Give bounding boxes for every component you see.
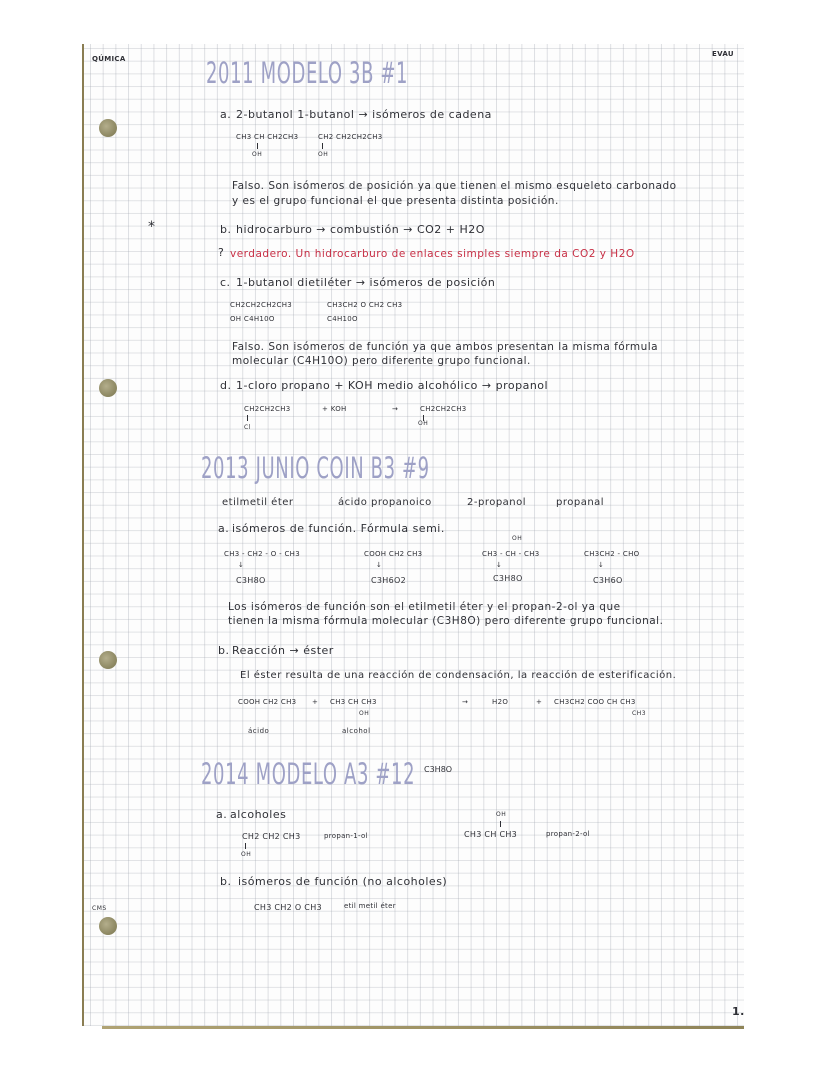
exam-label: EVAU	[712, 50, 734, 58]
arrow: ↓	[238, 561, 245, 569]
formula-substituent: OH C4H10O	[230, 315, 275, 323]
formula-substituent: OH	[512, 535, 523, 542]
answer-text: tienen la misma fórmula molecular (C3H8O) pero diferente grupo funcional.	[228, 615, 664, 627]
section-heading: 2011 MODELO 3B #1	[206, 56, 409, 90]
answer-text: Falso. Son isómeros de función ya que ambos presentan la misma fórmula	[232, 341, 659, 353]
bond-line	[257, 143, 258, 149]
item-label: b.	[220, 875, 232, 888]
formula: + KOH	[322, 405, 347, 413]
explanation-text: El éster resulta de una reacción de condensación, la reacción de esterificación.	[240, 670, 677, 681]
page-number: 1.	[732, 1005, 745, 1018]
formula: CH3 - CH - CH3	[482, 550, 540, 558]
formula: CH3 CH CH3	[464, 830, 518, 839]
formula-substituent: Cl	[244, 424, 251, 431]
compound-name: propanal	[556, 497, 605, 508]
item-statement: hidrocarburo → combustión → CO2 + H2O	[236, 223, 485, 236]
compound-name: etilmetil éter	[222, 497, 294, 508]
question-mark: ?	[218, 246, 225, 259]
formula-substituent: OH	[241, 851, 252, 858]
item-label: a.	[218, 522, 230, 535]
formula: COOH CH2 CH3	[364, 550, 423, 558]
plus-sign: +	[536, 698, 543, 706]
molecular-formula: C3H8O	[493, 574, 523, 583]
item-statement: 1-cloro propano + KOH medio alcohólico → propanol	[236, 379, 549, 392]
binder-hole	[99, 379, 117, 397]
section-heading: 2013 JUNIO COIN B3 #9	[201, 451, 430, 485]
formula: CH2CH2CH2CH3	[230, 301, 293, 309]
item-label: c.	[220, 276, 231, 289]
formula: CH2CH2CH3	[420, 405, 467, 413]
formula: CH3 CH2 O CH3	[254, 903, 322, 912]
binder-hole	[99, 651, 117, 669]
formula: COOH CH2 CH3	[238, 698, 297, 706]
answer-text: Falso. Son isómeros de posición ya que tienen el mismo esqueleto carbonado	[232, 180, 677, 192]
item-statement: alcoholes	[230, 808, 287, 821]
plus-sign: +	[312, 698, 319, 706]
formula: CH3CH2 - CHO	[584, 550, 640, 558]
answer-text: molecular (C4H10O) pero diferente grupo funcional.	[232, 355, 531, 367]
formula: CH3CH2 O CH2 CH3	[327, 301, 403, 309]
formula-substituent: OH	[318, 151, 329, 158]
margin-note: CMS	[92, 905, 107, 912]
formula: CH3CH2 COO CH CH3	[554, 698, 636, 706]
formula: H2O	[492, 698, 509, 706]
arrow: ↓	[496, 561, 503, 569]
subject-label: QÚMICA	[92, 55, 126, 63]
formula-substituent: OH	[359, 710, 370, 717]
formula-substituent: C4H10O	[327, 315, 358, 323]
reactant-label: ácido	[248, 727, 270, 735]
section-heading: 2014 MODELO A3 #12	[201, 757, 416, 791]
bond-line	[500, 821, 501, 827]
arrow: →	[392, 405, 399, 413]
answer-text: Los isómeros de función son el etilmetil éter y el propan-2-ol ya que	[228, 601, 621, 613]
arrow: →	[462, 698, 469, 706]
answer-text: y es el grupo funcional el que presenta distinta posición.	[232, 195, 559, 207]
compound-name: ácido propanoico	[338, 497, 432, 508]
binder-hole	[99, 119, 117, 137]
item-label: a.	[220, 108, 232, 121]
item-label: a.	[216, 808, 228, 821]
formula: CH2 CH2 CH3	[242, 832, 301, 841]
item-statement: isómeros de función. Fórmula semi.	[232, 522, 445, 535]
molecular-formula: C3H6O2	[371, 576, 406, 585]
item-label: d.	[220, 379, 232, 392]
item-label: b.	[218, 644, 230, 657]
star-icon: *	[148, 219, 156, 235]
bond-line	[245, 843, 246, 849]
formula: CH2 CH2CH2CH3	[318, 133, 383, 141]
item-label: b.	[220, 223, 232, 236]
bond-line	[247, 415, 248, 421]
formula-substituent: OH	[252, 151, 263, 158]
bond-line	[322, 143, 323, 149]
compound-name: 2-propanol	[467, 497, 527, 508]
item-statement: 2-butanol 1-butanol → isómeros de cadena	[236, 108, 492, 121]
formula: CH2CH2CH3	[244, 405, 291, 413]
arrow: ↓	[598, 561, 605, 569]
item-statement: isómeros de función (no alcoholes)	[238, 875, 448, 888]
answer-text-red: verdadero. Un hidrocarburo de enlaces simples siempre da CO2 y H2O	[230, 248, 635, 260]
formula: CH3 CH CH2CH3	[236, 133, 299, 141]
formula: CH3 CH CH3	[330, 698, 377, 706]
molecular-formula: C3H8O	[236, 576, 266, 585]
molecular-formula: C3H6O	[593, 576, 623, 585]
item-statement: 1-butanol dietiléter → isómeros de posición	[236, 276, 496, 289]
compound-name: propan-1-ol	[324, 832, 368, 840]
compound-name: propan-2-ol	[546, 830, 590, 838]
arrow: ↓	[376, 561, 383, 569]
formula: CH3 - CH2 - O - CH3	[224, 550, 300, 558]
item-statement: Reacción → éster	[232, 644, 334, 657]
formula-substituent: OH	[496, 811, 507, 818]
formula-substituent: OH	[418, 420, 429, 427]
reactant-label: alcohol	[342, 727, 371, 735]
heading-note: C3H8O	[424, 765, 453, 774]
compound-name: etil metil éter	[344, 902, 396, 910]
binder-hole	[99, 917, 117, 935]
formula-substituent: CH3	[632, 710, 647, 717]
